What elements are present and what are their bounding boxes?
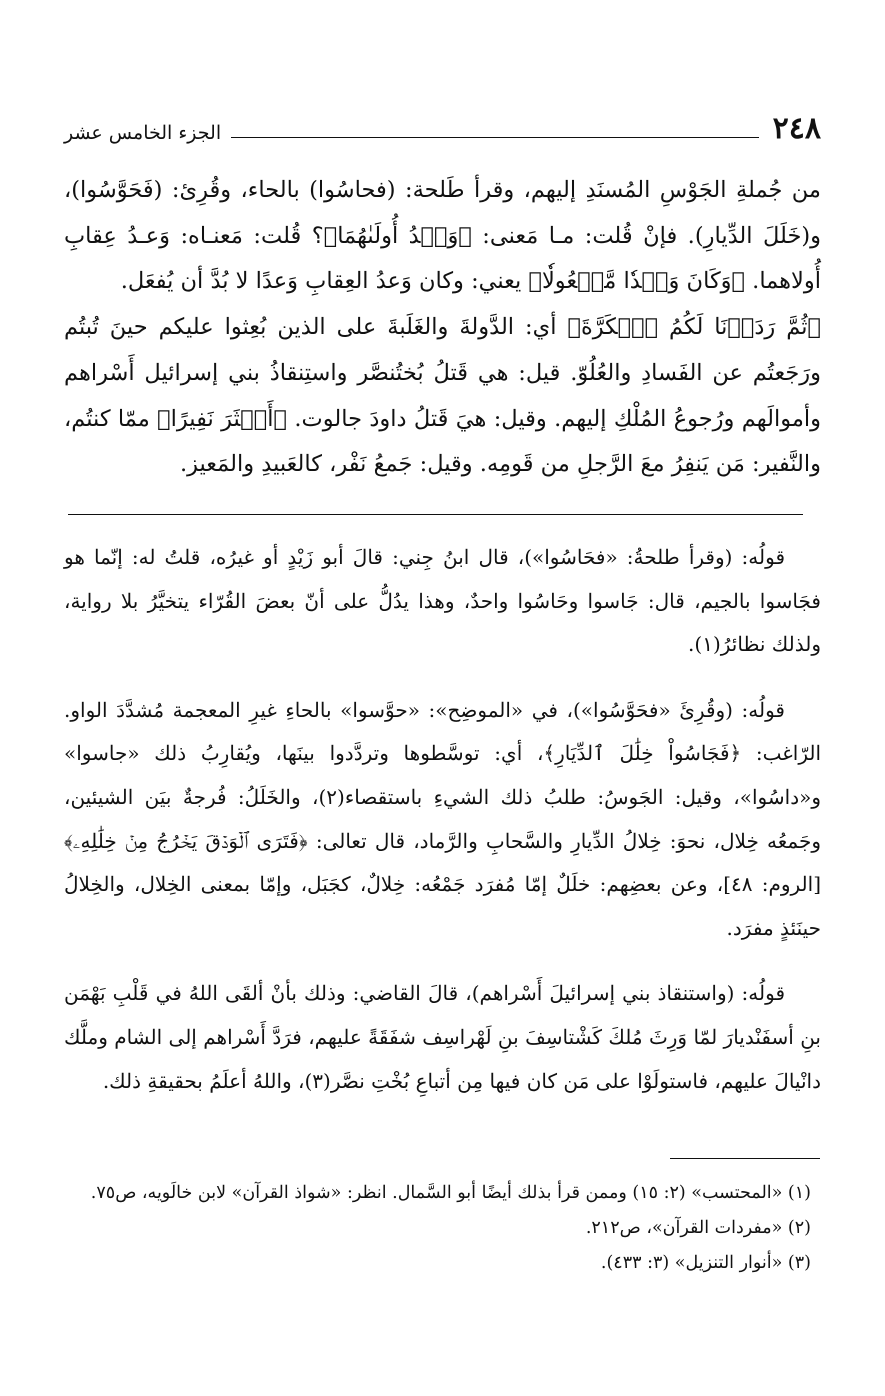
footnote: (٢) «مفردات القرآن»، ص٢١٢. [585,1218,811,1238]
footnote: (١) «المحتسب» (٢: ١٥) وممن قرأ بذلك أيضًا أبو السَّمال. انظر: «شواذ القرآن» لابن خالَويه، ص٧٥. [90,1183,811,1203]
commentary-section [64,536,821,1125]
main-paragraph: من جُملةِ الجَوْسِ المُسنَدِ إليهم، وقرأ طَلحة: (فحاسُوا) بالحاء، وقُرِئ: (فَحَوَّسُوا)، و(خَلَلَ الدِّيارِ). فإنْ قُلت: مـا مَعنى: ﴿وَعۡدُ أُولَىٰهُمَا﴾؟ قُلت: مَعنـاه: وَعـدُ عِقابِ أُولاهما. ﴿وَكَانَ وَعۡدٗا مَّفۡعُولٗا﴾ يعني: وكان وَعدُ العِقابِ وَعدًا لا بُدَّ أن يُفعَل. [64,177,821,295]
main-text [64,168,821,488]
footnote: (٣) «أنوار التنزيل» (٣: ٤٣٣). [600,1253,811,1273]
section-divider [68,514,803,515]
commentary-paragraph: قولُه: (وقُرِئَ «فحَوَّسُوا»)، في «الموضِح»: «حوَّسوا» بالحاءِ غيرِ المعجمة مُشدَّدَ الواو. الرّاغب: ﴿فَجَاسُواْ خِلَٰلَ ٱلدِّيَارِ﴾، أي: توسَّطوها وتردَّدوا بينَها، ويُقارِبُ ذلك «جاسوا» و«داسُوا»، وقيل: الجَوسُ: طلبُ ذلك الشيءِ باستقصاء(٢)، والخَلَلُ: فُرجةٌ بيَن الشيئين، وجَمعُه خِلال، نحوَ: خِلالُ الدِّيارِ والسَّحابِ والرَّماد، قال تعالى: ﴿فَتَرَى ٱلۡوَدۡقَ يَخۡرُجُ مِنۡ خِلَٰلِهِۦ﴾ [الروم: ٤٨]، وعن بعضِهم: خلَلٌ إمّا مُفرَد جَمْعُه: خِلالٌ، كجَبَل، وإمّا بمعنى الخِلال، والخِلالُ حينَئذٍ مفرَد. [64,697,821,940]
footnotes [64,1176,821,1281]
footnote-divider [670,1158,820,1159]
commentary-paragraph: قولُه: (وقرأ طلحةُ: «فحَاسُوا»)، قال ابنُ جِني: قالَ أبو زَيْدٍ أو غيرُه، قلتُ له: إنّما هو فجَاسوا بالجيم، قال: جَاسوا وحَاسُوا واحدٌ، وهذا يدُلُّ على أنّ بعضَ القُرّاء يتخيَّرُ بلا رواية، ولذلك نظائرُ(١). [64,545,821,657]
main-paragraph: ﴿ثُمَّ رَدَدۡنَا لَكُمُ ٱلۡكَرَّةَ﴾ أي: الدَّولةَ والغَلَبةَ على الذين بُعِثوا عليكم حينَ تُبتُم ورَجَعتُم عن الفَسادِ والعُلُوّ. قيل: هي قَتلُ بُختُنصَّر واستِنقاذُ بني إسرائيل أَسْراهم وأموالَهم ورُجوعُ المُلْكِ إليهم. وقيل: هيَ قَتلُ داودَ جالوت. ﴿أَكۡثَرَ نَفِيرًا﴾ ممّا كنتُم، والنَّفير: مَن يَنفِرُ معَ الرَّجلِ من قَومِه. وقيل: جَمعُ نَفْر، كالعَبيدِ والمَعيز. [64,314,821,478]
header-rule [231,137,759,138]
page-header [64,108,821,144]
commentary-paragraph: قولُه: (واستنقاذ بني إسرائيلَ أَسْراهم)، قالَ القاضي: وذلك بأنْ ألقَى اللهُ في قَلْبِ بَهْمَن بنِ أسفَنْديارَ لمّا وَرِثَ مُلكَ كَشْتاسِفَ بنِ لَهْراسِف شفَقَةً عليهم، فرَدَّ أَسْراهم إلى الشام وملَّك دانْيالَ عليهم، فاستولَوْا على مَن كان فيها مِن أتباعِ بُخْتِ نصَّر(٣)، واللهُ أعلَمُ بحقيقةِ ذلك. [64,981,821,1093]
page-number: ٢٤٨ [772,111,821,146]
running-title: الجزء الخامس عشر [64,122,222,144]
